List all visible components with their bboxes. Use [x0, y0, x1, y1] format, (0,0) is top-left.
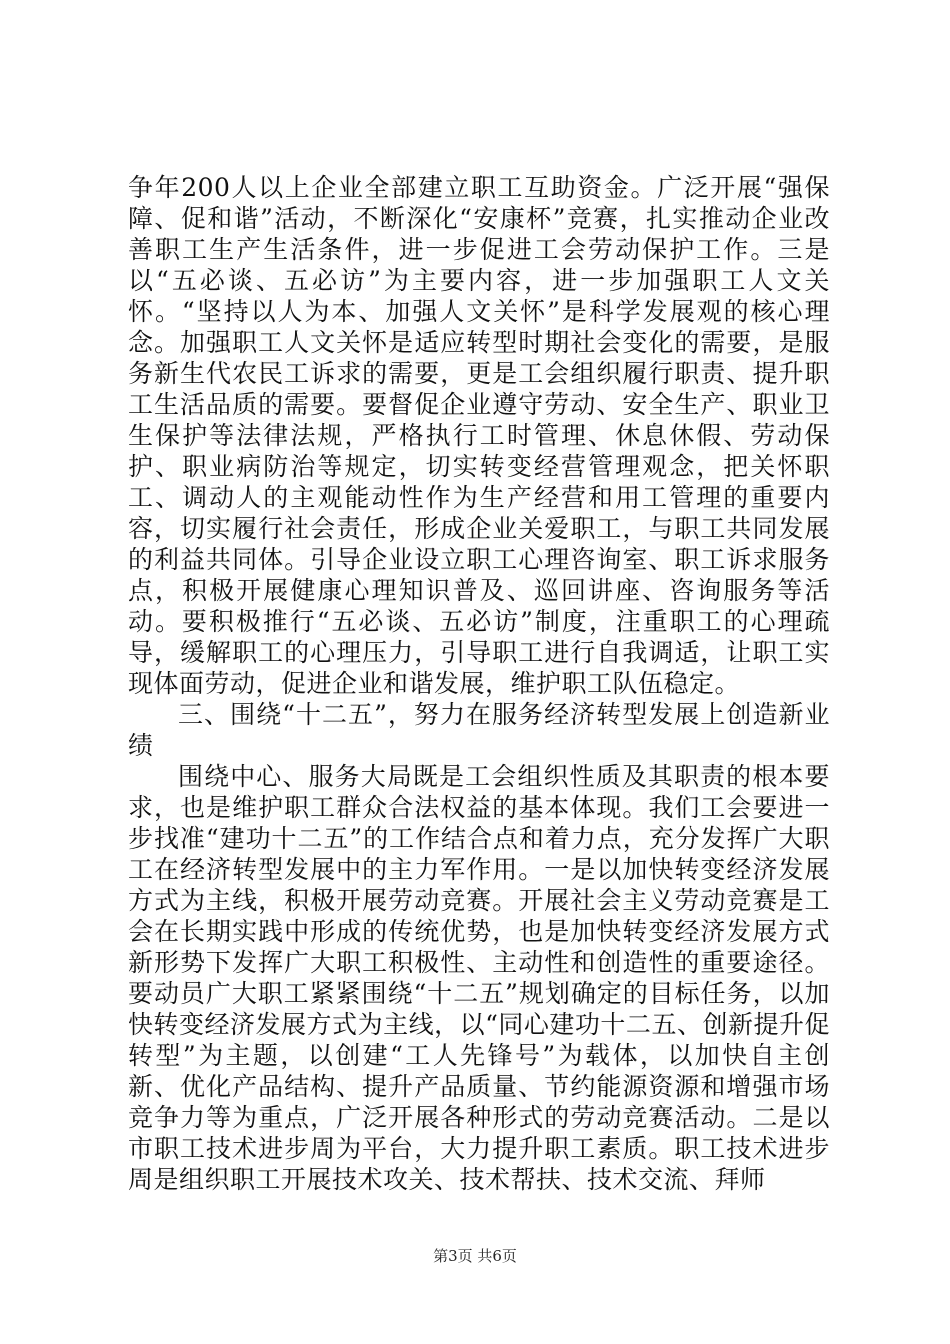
section-heading: 三、围绕“十二五”，努力在服务经济转型发展上创造新业绩	[128, 700, 830, 760]
page-number-footer: 第3页 共6页	[433, 1247, 517, 1265]
document-body	[128, 172, 830, 1195]
paragraph-continuation: 争年200人以上企业全部建立职工互助资金。广泛开展“强保障、促和谐”活动，不断深化“安康杯”竞赛，扎实推动企业改善职工生产生活条件，进一步促进工会劳动保护工作。三是以“五必谈、五必访”为主要内容，进一步加强职工人文关怀。“坚持以人为本、加强人文关怀”是科学发展观的核心理念。加强职工人文关怀是适应转型时期社会变化的需要，是服务新生代农民工诉求的需要，更是工会组织履行职责、提升职工生活品质的需要。要督促企业遵守劳动、安全生产、职业卫生保护等法律法规，严格执行工时管理、休息休假、劳动保护、职业病防治等规定，切实转变经营管理观念，把关怀职工、调动人的主观能动性作为生产经营和用工管理的重要内容，切实履行社会责任，形成企业关爱职工，与职工共同发展的利益共同体。引导企业设立职工心理咨询室、职工诉求服务点，积极开展健康心理知识普及、巡回讲座、咨询服务等活动。要积极推行“五必谈、五必访”制度，注重职工的心理疏导，缓解职工的心理压力，引导职工进行自我调适，让职工实现体面劳动，促进企业和谐发展，维护职工队伍稳定。	[128, 173, 830, 698]
paragraph: 围绕中心、服务大局既是工会组织性质及其职责的根本要求，也是维护职工群众合法权益的基本体现。我们工会要进一步找准“建功十二五”的工作结合点和着力点，充分发挥广大职工在经济转型发展中的主力军作用。一是以加快转变经济发展方式为主线，积极开展劳动竞赛。开展社会主义劳动竞赛是工会在长期实践中形成的传统优势，也是加快转变经济发展方式新形势下发挥广大职工积极性、主动性和创造性的重要途径。要动员广大职工紧紧围绕“十二五”规划确定的目标任务，以加快转变经济发展方式为主线，以“同心建功十二五、创新提升促转型”为主题，以创建“工人先锋号”为载体，以加快自主创新、优化产品结构、提升产品质量、节约能源资源和增强市场竞争力等为重点，广泛开展各种形式的劳动竞赛活动。二是以市职工技术进步周为平台，大力提升职工素质。职工技术进步周是组织职工开展技术攻关、技术帮扶、技术交流、拜师	[128, 762, 830, 1194]
